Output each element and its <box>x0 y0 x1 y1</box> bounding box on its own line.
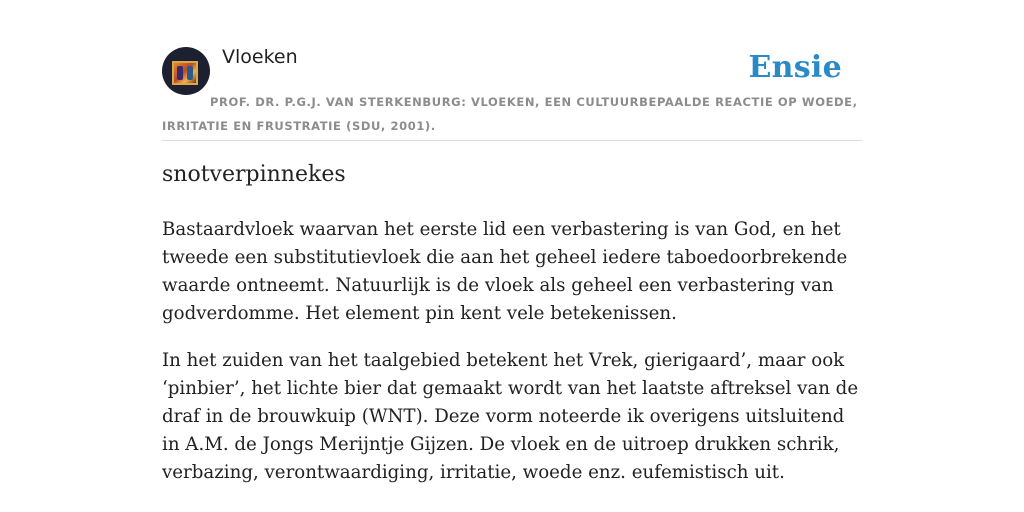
entry-header <box>162 44 862 141</box>
body-paragraph: Bastaardvloek waarvan het eerste lid een verbastering is van God, en het tweede een substitutievloek die aan het geheel iedere taboedoorbrekende waarde ontneemt. Natuurlijk is de vloek als geheel een verbastering van godverdomme. Het element pin kent vele betekenissen. <box>162 219 848 324</box>
collection-title[interactable]: Vloeken <box>222 46 298 68</box>
entry-body <box>162 216 862 506</box>
book-cover-icon <box>172 61 198 85</box>
source-citation: PROF. DR. P.G.J. VAN STERKENBURG: VLOEKEN, EEN CULTUURBEPAALDE REACTIE OP WOEDE, IRRITATIE EN FRUSTRATIE (SDU, 2001). <box>162 95 858 133</box>
entry-title: snotverpinnekes <box>162 162 346 187</box>
brand-logo[interactable]: Ensie <box>748 50 842 85</box>
figure-left-icon <box>177 66 183 80</box>
entry-card <box>162 44 862 141</box>
collection-avatar[interactable] <box>162 47 210 95</box>
body-paragraph: In het zuiden van het taalgebied betekent het Vrek, gierigaard’, maar ook ‘pinbier’, het lichte bier dat gemaakt wordt van het laatste aftreksel van de draf in de brouwkuip (WNT). Deze vorm noteerde ik overigens uitsluitend in A.M. de Jongs Merijntje Gijzen. De vloek en de uitroep drukken schrik, verbazing, verontwaardiging, irritatie, woede enz. eufemistisch uit. <box>162 350 859 483</box>
figure-right-icon <box>187 66 193 80</box>
